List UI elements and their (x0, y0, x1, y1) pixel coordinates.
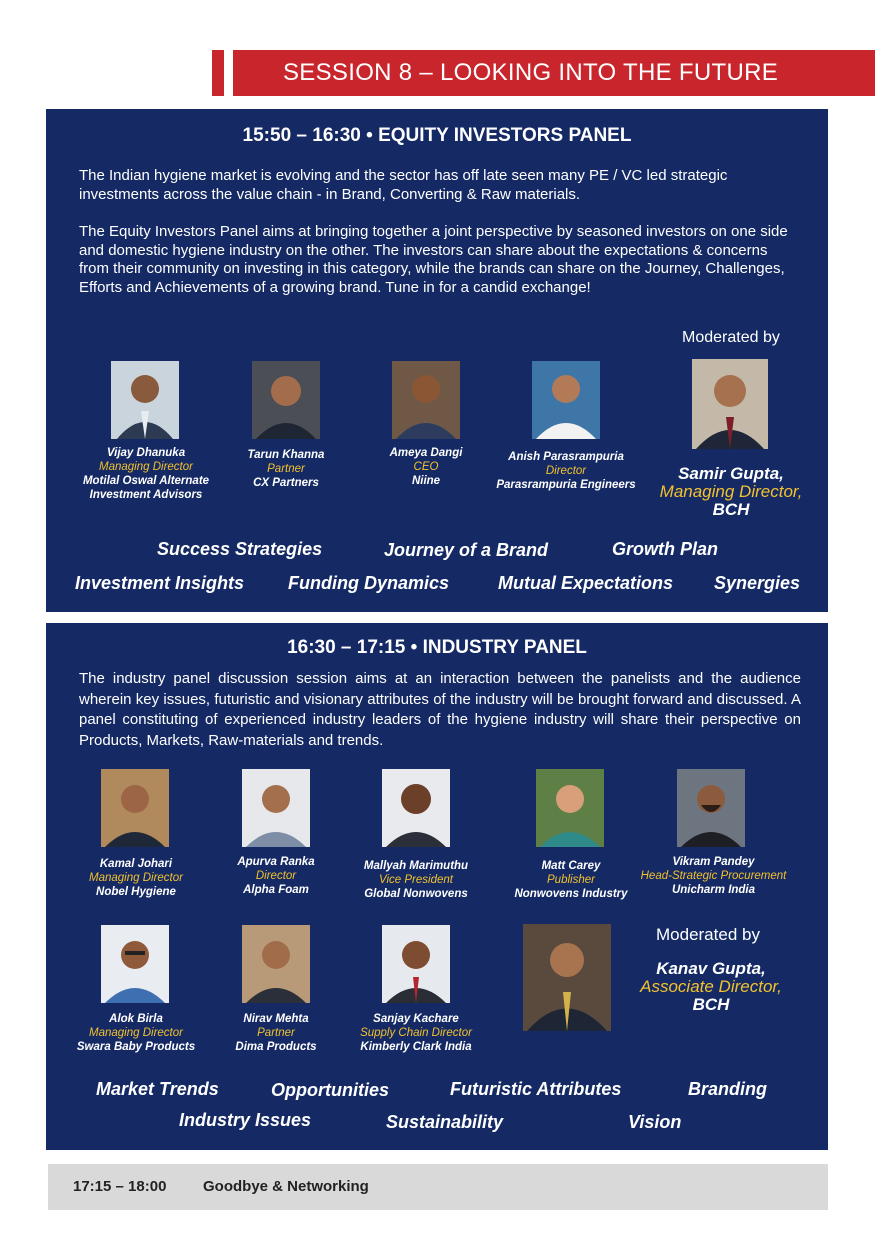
keyword: Sustainability (386, 1112, 504, 1132)
moderator-company: BCH (712, 500, 750, 519)
speaker-role: Supply Chain Director (360, 1027, 472, 1039)
panel1-title: 15:50 – 16:30 • EQUITY INVESTORS PANEL (242, 125, 632, 146)
speaker-card (366, 446, 486, 488)
speaker-photo (242, 925, 310, 1003)
speaker-company: Swara Baby Products (76, 1041, 196, 1053)
speaker-card (626, 855, 801, 897)
panel1-intro-paragraph: The Indian hygiene market is evolving and the sector has off late seen many PE / VC led strategic investments across the value chain - in Brand, Converting & Raw materials. (79, 167, 728, 203)
keyword: Vision (628, 1112, 682, 1132)
moderator-name: Samir Gupta, (678, 464, 784, 483)
speaker-card (341, 1012, 491, 1054)
speaker-role: Vice President (379, 874, 453, 886)
moderator-photo (523, 924, 611, 1031)
speaker-name: Vikram Pandey (672, 856, 755, 868)
speaker-photo (242, 769, 310, 847)
speaker-card (211, 1012, 341, 1054)
speaker-company: Alpha Foam (243, 884, 309, 896)
session-header (233, 50, 875, 96)
speaker-photo (382, 769, 450, 847)
moderator-name: Kanav Gupta, (656, 959, 766, 978)
closing-session-time: 17:15 – 18:00 (73, 1178, 167, 1195)
speaker-role: Managing Director (89, 872, 183, 884)
speaker-company: Global Nonwovens (364, 888, 468, 900)
keyword: Success Strategies (157, 539, 323, 559)
keyword: Industry Issues (179, 1110, 312, 1130)
speaker-name: Apurva Ranka (237, 856, 315, 868)
speaker-name: Kamal Johari (99, 858, 173, 870)
speaker-name: Nirav Mehta (243, 1013, 309, 1025)
speaker-company: Nonwovens Industry (514, 888, 628, 900)
speaker-role: Director (255, 870, 297, 882)
speaker-name: Alok Birla (109, 1013, 163, 1025)
speaker-card (481, 450, 651, 492)
closing-session-bar (48, 1164, 828, 1210)
speaker-card (216, 448, 356, 490)
closing-session-label: Goodbye & Networking (203, 1178, 369, 1195)
speaker-photo (101, 769, 169, 847)
speaker-card (66, 446, 226, 502)
speaker-role: Director (545, 465, 587, 477)
speaker-photo (111, 361, 179, 439)
speaker-name: Sanjay Kachare (373, 1013, 459, 1025)
panel2-description-paragraph: The industry panel discussion session aims at an interaction between the panelists and the audience wherein key issues, futuristic and visionary attributes of the industry will be brought forward and discussed. A panel constituting of experienced industry leaders of the hygiene industry will share their perspective on Products, Markets, Raw-materials and trends. (79, 670, 801, 749)
speaker-photo (536, 769, 604, 847)
speaker-card (61, 1012, 211, 1054)
speaker-photo (101, 925, 169, 1003)
speaker-photo (382, 925, 450, 1003)
speaker-card (501, 859, 641, 901)
speaker-photo (392, 361, 460, 439)
panel1-moderated-label: Moderated by (682, 329, 780, 346)
keyword: Futuristic Attributes (450, 1079, 622, 1099)
speaker-photo (252, 361, 320, 439)
keyword: Journey of a Brand (384, 540, 549, 560)
speaker-photo (677, 769, 745, 847)
speaker-name: Tarun Khanna (247, 449, 325, 461)
header-accent-bar (212, 50, 224, 96)
speaker-name: Ameya Dangi (389, 447, 463, 459)
speaker-company: CX Partners (253, 477, 319, 489)
speaker-name: Matt Carey (541, 860, 601, 872)
panel2-moderated-label: Moderated by (656, 925, 760, 944)
moderator-role: Managing Director, (659, 482, 803, 501)
speaker-company: Kimberly Clark India (360, 1041, 472, 1053)
keyword: Mutual Expectations (498, 573, 674, 593)
keyword: Investment Insights (75, 573, 245, 593)
speaker-name: Anish Parasrampuria (508, 451, 624, 463)
moderator-company: BCH (692, 995, 730, 1014)
moderator-role: Associate Director, (640, 977, 782, 996)
keyword: Growth Plan (612, 539, 719, 559)
keyword: Branding (688, 1079, 767, 1099)
keyword: Market Trends (96, 1079, 219, 1099)
speaker-company: Motilal Oswal Alternate Investment Advisors (82, 475, 210, 501)
speaker-role: Head-Strategic Procurement (640, 870, 787, 882)
keyword: Funding Dynamics (288, 573, 450, 593)
session-header-text: SESSION 8 – LOOKING INTO THE FUTURE (283, 59, 779, 86)
speaker-company: Nobel Hygiene (96, 886, 176, 898)
keyword: Synergies (714, 573, 801, 593)
panel2-title: 16:30 – 17:15 • INDUSTRY PANEL (287, 637, 587, 658)
moderator-photo (692, 359, 768, 449)
speaker-role: Managing Director (89, 1027, 183, 1039)
moderator-card (646, 465, 816, 519)
keyword: Opportunities (271, 1080, 389, 1100)
speaker-photo (532, 361, 600, 439)
speaker-card (66, 857, 206, 899)
panel1-description-paragraph: The Equity Investors Panel aims at bringing together a joint perspective by seasoned investors on one side and domestic hygiene industry on the other. The investors can share about the expectations & concerns from their community on investing in this category, while the brands can share on the Journey, Challenges, Efforts and Achievements of a growing brand. Tune in for a candid exchange! (79, 223, 788, 296)
speaker-company: Unicharm India (671, 884, 756, 896)
industry-panel (46, 623, 828, 1150)
speaker-name: Vijay Dhanuka (106, 447, 186, 459)
speaker-company: Dima Products (235, 1041, 317, 1053)
speaker-company: Niine (411, 475, 441, 487)
speaker-company: Parasrampuria Engineers (496, 479, 636, 491)
speaker-role: Managing Director (99, 461, 193, 473)
speaker-role: Publisher (547, 874, 595, 886)
speaker-card (346, 859, 486, 901)
speaker-card (211, 855, 341, 897)
speaker-role: Partner (257, 1027, 295, 1039)
speaker-role: Partner (267, 463, 305, 475)
speaker-name: Mallyah Marimuthu (363, 860, 469, 872)
equity-investors-panel (46, 109, 828, 612)
speaker-role: CEO (413, 461, 439, 473)
moderator-card (631, 960, 791, 1014)
